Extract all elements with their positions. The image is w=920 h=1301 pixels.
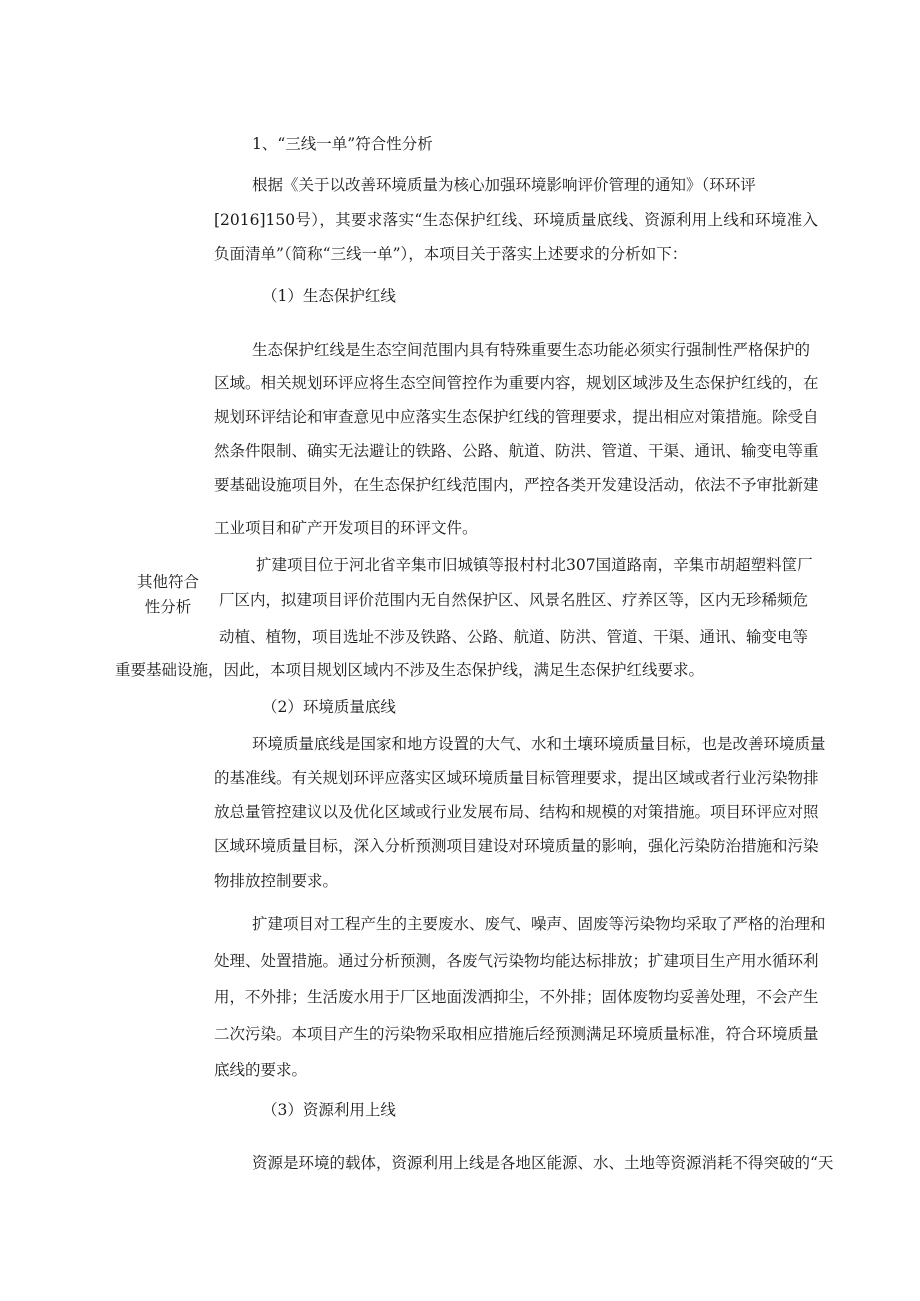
redline-p1-line-1: 生态保护红线是生态空间范围内具有特殊重要生态功能必须实行强制性严格保护的 xyxy=(252,341,811,359)
redline-title: （1）生态保护红线 xyxy=(262,287,396,305)
quality-p1-line-5: 物排放控制要求。 xyxy=(214,872,339,890)
side-label-line-2: 性分析 xyxy=(144,598,192,616)
redline-p1-line-6: 工业项目和矿产开发项目的环评文件。 xyxy=(214,519,478,537)
intro-line-3: 负面清单”（简称“三线一单”），本项目关于落实上述要求的分析如下： xyxy=(214,245,688,263)
quality-p1-line-1: 环境质量底线是国家和地方设置的大气、水和土壤环境质量目标，也是改善环境质量 xyxy=(252,735,826,753)
redline-p2-line-2: 厂区内，拟建项目评价范围内无自然保护区、风景名胜区、疗养区等，区内无珍稀频危 xyxy=(219,591,809,609)
redline-p2-line-3: 动植、植物，项目选址不涉及铁路、公路、航道、防洪、管道、干渠、通讯、输变电等 xyxy=(219,628,809,646)
redline-p1-line-2: 区域。相关规划环评应将生态空间管控作为重要内容，规划区域涉及生态保护红线的，在 xyxy=(214,374,819,392)
resource-title: （3）资源利用上线 xyxy=(262,1101,396,1119)
intro-line-2: [2016]150号），其要求落实“生态保护红线、环境质量底线、资源利用上线和环境准入 xyxy=(214,211,818,229)
quality-p1-line-3: 放总量管控建议以及优化区域或行业发展布局、结构和规模的对策措施。项目环评应对照 xyxy=(214,803,819,821)
quality-p1-line-2: 的基准线。有关规划环评应落实区域环境质量目标管理要求，提出区域或者行业污染物排 xyxy=(214,769,819,787)
side-label-line-1: 其他符合 xyxy=(136,573,199,591)
redline-p1-line-4: 然条件限制、确实无法避让的铁路、公路、航道、防洪、管道、干渠、通讯、输变电等重 xyxy=(214,442,819,460)
quality-p2-line-1: 扩建项目对工程产生的主要废水、废气、噪声、固废等污染物均采取了严格的治理和 xyxy=(252,915,826,933)
quality-p2-line-3: 用，不外排；生活废水用于厂区地面泼洒抑尘，不外排；固体废物均妥善处理，不会产生 xyxy=(214,988,819,1006)
redline-p1-line-3: 规划环评结论和审查意见中应落实生态保护红线的管理要求，提出相应对策措施。除受自 xyxy=(214,408,819,426)
quality-title: （2）环境质量底线 xyxy=(262,698,396,716)
resource-p1-line-1: 资源是环境的载体，资源利用上线是各地区能源、水、土地等资源消耗不得突破的“天 xyxy=(252,1154,834,1172)
quality-p2-line-4: 二次污染。本项目产生的污染物采取相应措施后经预测满足环境质量标准，符合环境质量 xyxy=(214,1025,819,1043)
redline-p2-line-1: 扩建项目位于河北省辛集市旧城镇等报村村北307国道路南，辛集市胡超塑料筐厂 xyxy=(256,556,813,574)
quality-p2-line-5: 底线的要求。 xyxy=(214,1061,308,1079)
quality-p2-line-2: 处理、处置措施。通过分析预测，各废气污染物均能达标排放；扩建项目生产用水循环利 xyxy=(214,952,819,970)
redline-p1-line-5: 要基础设施项目外，在生态保护红线范围内，严控各类开发建设活动，依法不予审批新建 xyxy=(214,476,819,494)
quality-p1-line-4: 区域环境质量目标，深入分析预测项目建设对环境质量的影响，强化污染防治措施和污染 xyxy=(214,837,819,855)
redline-p2-line-4: 重要基础设施，因此，本项目规划区域内不涉及生态保护线，满足生态保护红线要求。 xyxy=(115,661,705,679)
intro-line-1: 根据《关于以改善环境质量为核心加强环境影响评价管理的通知》（环环评 xyxy=(252,176,756,194)
section-heading: 1、“三线一单”符合性分析 xyxy=(252,135,433,153)
